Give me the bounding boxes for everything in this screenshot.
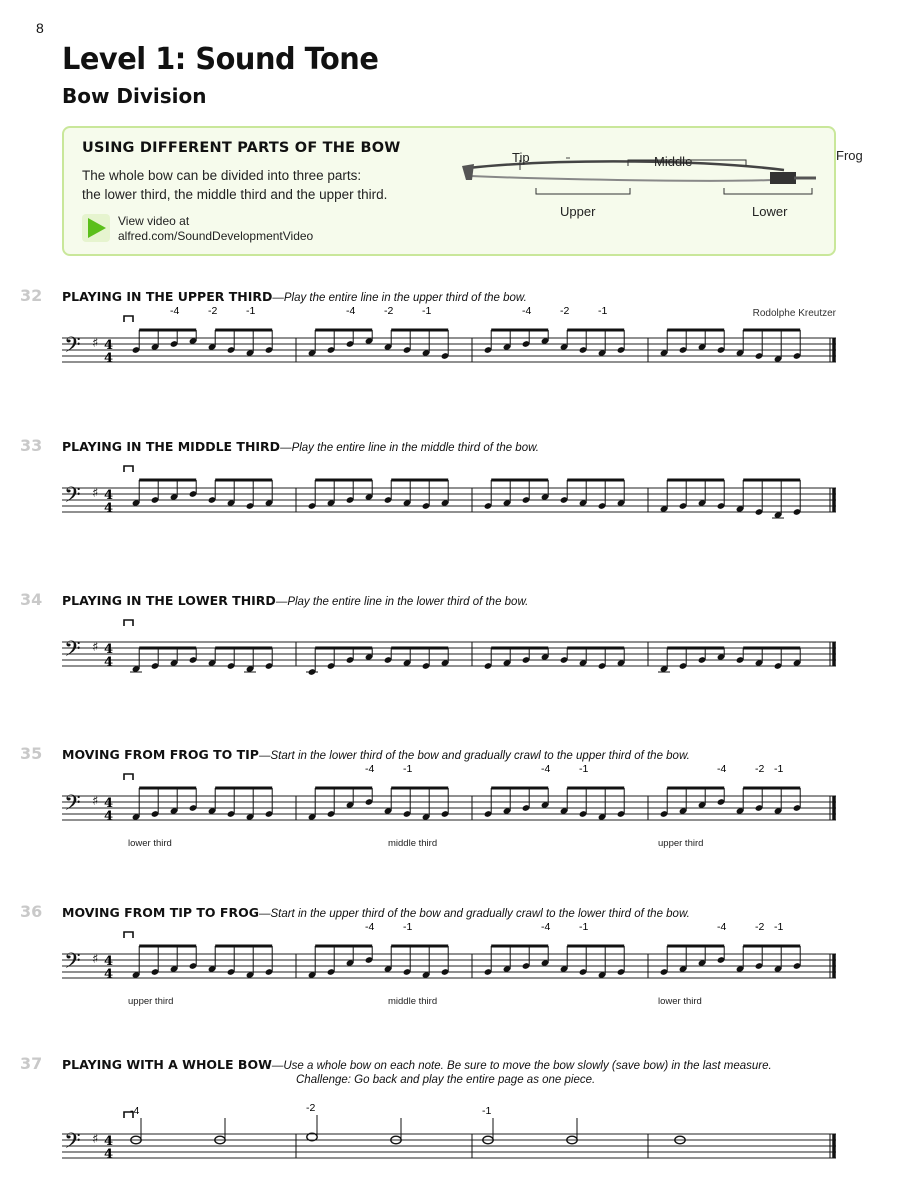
music-staff [0, 1054, 900, 1194]
exercise-35 [0, 744, 900, 859]
time-signature-bottom: 4 [104, 351, 114, 366]
exercise-title: PLAYING WITH A WHOLE BOW [62, 1057, 272, 1072]
down-bow-icon [124, 620, 133, 626]
exercise-33 [0, 436, 900, 546]
fingering-label: -4 [541, 763, 551, 775]
page-subtitle: Bow Division [62, 84, 207, 108]
bow-diagram [444, 136, 863, 251]
fingering-label: -4 [365, 921, 375, 933]
play-icon [88, 218, 106, 238]
bow-illustration [444, 136, 834, 246]
exercise-34 [0, 590, 900, 700]
page-number: 8 [36, 20, 44, 36]
exercise-number: 37 [20, 1054, 43, 1073]
time-signature-bottom: 4 [104, 809, 114, 824]
exercise-instruction: —Play the entire line in the upper third of the bow. [272, 292, 527, 304]
info-box-text-line-2: the lower third, the middle third and the upper third. [82, 187, 388, 202]
bow-region-label: middle third [388, 996, 438, 1007]
bow-label-upper: Upper [560, 204, 596, 219]
down-bow-icon [124, 774, 133, 780]
down-bow-icon [124, 932, 133, 938]
time-signature-top: 4 [104, 954, 114, 969]
exercise-number: 32 [20, 286, 43, 305]
exercise-title: PLAYING IN THE UPPER THIRD [62, 289, 273, 304]
bow-region-label: lower third [128, 838, 172, 849]
exercise-instruction: —Play the entire line in the lower third of the bow. [275, 596, 529, 608]
time-signature-bottom: 4 [104, 1147, 114, 1162]
video-link-url: alfred.com/SoundDevelopmentVideo [118, 229, 314, 243]
time-signature-bottom: 4 [104, 967, 114, 982]
fingering-label: -4 [522, 305, 532, 317]
key-signature-sharp: ♯ [92, 640, 99, 655]
bow-region-label: lower third [658, 996, 702, 1007]
key-signature-sharp: ♯ [92, 794, 99, 809]
bow-info-box [62, 126, 863, 256]
page-title: Level 1: Sound Tone [62, 42, 379, 77]
exercise-title: MOVING FROM FROG TO TIP [62, 747, 259, 762]
fingering-label: -1 [579, 921, 589, 933]
music-staff [0, 286, 900, 396]
fingering-label: -1 [482, 1105, 492, 1117]
fingering-label: -2 [755, 763, 765, 775]
fingering-label: -4 [365, 763, 375, 775]
exercise-instruction: —Start in the upper third of the bow and gradually crawl to the lower third of the bow. [258, 908, 690, 920]
exercise-number: 36 [20, 902, 43, 921]
bow-label-lower: Lower [752, 204, 788, 219]
info-box-text [82, 166, 432, 204]
bass-clef-icon: 𝄢 [64, 333, 81, 363]
exercise-challenge: Challenge: Go back and play the entire page as one piece. [296, 1074, 596, 1086]
bow-label-frog: Frog [836, 148, 863, 163]
fingering-label: -4 [717, 921, 727, 933]
fingering-label: -1 [403, 921, 413, 933]
bass-clef-icon: 𝄢 [64, 483, 81, 513]
bass-clef-icon: 𝄢 [64, 791, 81, 821]
bow-region-label: upper third [658, 838, 704, 849]
music-staff [0, 436, 900, 546]
bow-region-label: upper third [128, 996, 174, 1007]
fingering-label: -4 [541, 921, 551, 933]
time-signature-bottom: 4 [104, 501, 114, 516]
exercise-37 [0, 1054, 900, 1194]
exercise-title: PLAYING IN THE LOWER THIRD [62, 593, 276, 608]
key-signature-sharp: ♯ [92, 486, 99, 501]
fingering-label: -2 [208, 305, 218, 317]
fingering-label: -2 [306, 1102, 316, 1114]
exercise-number: 35 [20, 744, 43, 763]
exercise-instruction: —Play the entire line in the middle third of the bow. [280, 442, 539, 454]
fingering-label: -1 [422, 305, 432, 317]
time-signature-top: 4 [104, 642, 114, 657]
key-signature-sharp: ♯ [92, 952, 99, 967]
bow-label-middle: Middle [654, 154, 693, 169]
bow-region-label: middle third [388, 838, 438, 849]
composer-credit: Rodolphe Kreutzer [752, 308, 836, 319]
music-staff [0, 902, 900, 1017]
fingering-label: -4 [170, 305, 180, 317]
play-video-button[interactable] [82, 214, 110, 242]
fingering-label: -1 [598, 305, 608, 317]
key-signature-sharp: ♯ [92, 1132, 99, 1147]
exercise-instruction: —Start in the lower third of the bow and gradually crawl to the upper third of the bow. [258, 750, 690, 762]
exercise-title: MOVING FROM TIP TO FROG [62, 905, 259, 920]
fingering-label: -2 [755, 921, 765, 933]
fingering-label: -4 [346, 305, 356, 317]
exercise-instruction: —Use a whole bow on each note. Be sure to move the bow slowly (save bow) in the last measure. [271, 1060, 772, 1072]
fingering-label: -1 [774, 763, 784, 775]
exercise-36 [0, 902, 900, 1017]
exercise-number: 33 [20, 436, 43, 455]
exercise-number: 34 [20, 590, 43, 609]
fingering-label: -1 [246, 305, 256, 317]
info-box-heading: USING DIFFERENT PARTS OF THE BOW [82, 140, 401, 156]
down-bow-icon [124, 466, 133, 472]
bow-label-tip: Tip [512, 150, 530, 165]
key-signature-sharp: ♯ [92, 336, 99, 351]
fingering-label: -2 [384, 305, 394, 317]
bass-clef-icon: 𝄢 [64, 637, 81, 667]
fingering-label: -1 [579, 763, 589, 775]
info-box-text-line-1: The whole bow can be divided into three parts: [82, 168, 362, 183]
bass-clef-icon: 𝄢 [64, 949, 81, 979]
music-staff [0, 590, 900, 700]
fingering-label: -4 [130, 1105, 140, 1117]
down-bow-icon [124, 316, 133, 322]
time-signature-bottom: 4 [104, 655, 114, 670]
fingering-label: -1 [403, 763, 413, 775]
fingering-label: -1 [774, 921, 784, 933]
time-signature-top: 4 [104, 1134, 114, 1149]
bass-clef-icon: 𝄢 [64, 1129, 81, 1159]
exercise-title: PLAYING IN THE MIDDLE THIRD [62, 439, 281, 454]
exercise-32 [0, 286, 900, 396]
video-link[interactable] [118, 214, 313, 244]
time-signature-top: 4 [104, 338, 114, 353]
time-signature-top: 4 [104, 488, 114, 503]
time-signature-top: 4 [104, 796, 114, 811]
fingering-label: -2 [560, 305, 570, 317]
fingering-label: -4 [717, 763, 727, 775]
music-staff [0, 744, 900, 859]
video-link-label: View video at [118, 214, 190, 228]
